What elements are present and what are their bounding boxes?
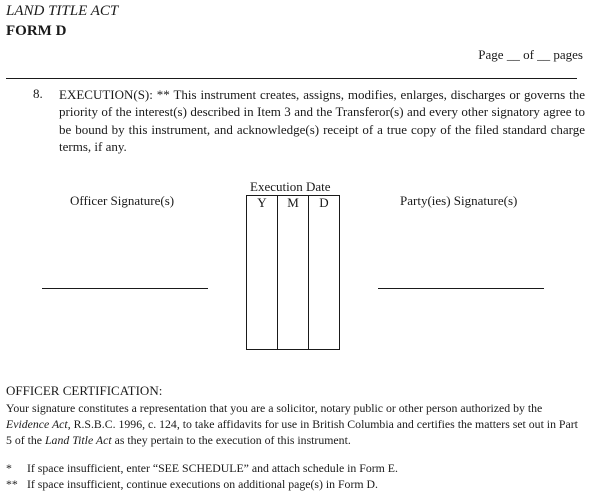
officer-certification-heading: OFFICER CERTIFICATION: bbox=[6, 383, 163, 398]
land-title-act-title: Land Title Act bbox=[45, 433, 112, 447]
cert-text-part3: as they pertain to the execution of this instrument. bbox=[111, 433, 351, 447]
cert-text-part1: Your signature constitutes a representation that you are a solicitor, notary public or other person authorized by the bbox=[6, 401, 543, 415]
act-title: LAND TITLE ACT bbox=[6, 3, 119, 19]
page-number-line: Page __ of __ pages bbox=[478, 47, 583, 62]
officer-certification-text bbox=[6, 400, 586, 448]
date-column-year[interactable]: Y bbox=[247, 196, 278, 349]
execution-date-label: Execution Date bbox=[250, 179, 331, 194]
execution-statement: EXECUTION(S): ** This instrument creates, assigns, modifies, enlarges, discharges or governs the priority of the interest(s) described in Item 3 and the Transferor(s) and every other signatory agree to be bound by this instrument, and acknowledge(s) receipt of a true copy of the filed standard charge terms, if any. bbox=[59, 87, 585, 155]
footnote-mark-2: ** bbox=[6, 477, 18, 491]
date-column-month[interactable]: M bbox=[278, 196, 309, 349]
item-number: 8. bbox=[33, 86, 43, 101]
officer-signature-line[interactable] bbox=[42, 288, 208, 289]
execution-date-grid bbox=[246, 195, 340, 350]
date-column-day[interactable]: D bbox=[319, 195, 329, 210]
party-signature-line[interactable] bbox=[378, 288, 544, 289]
header-divider bbox=[6, 78, 577, 79]
officer-signature-label: Officer Signature(s) bbox=[70, 193, 175, 208]
cert-text-part2: , R.S.B.C. 1996, c. 124, to take affidavits for use in British Columbia and certifies the matters set out in Part 5 of the bbox=[6, 417, 578, 447]
form-title: FORM D bbox=[6, 23, 67, 39]
footnote-text-1: If space insufficient, enter “SEE SCHEDULE” and attach schedule in Form E. bbox=[27, 461, 398, 475]
party-signature-label: Party(ies) Signature(s) bbox=[400, 193, 518, 208]
footnote-text-2: If space insufficient, continue executions on additional page(s) in Form D. bbox=[27, 477, 378, 491]
footnote-mark-1: * bbox=[6, 461, 12, 475]
evidence-act-title: Evidence Act bbox=[6, 417, 68, 431]
